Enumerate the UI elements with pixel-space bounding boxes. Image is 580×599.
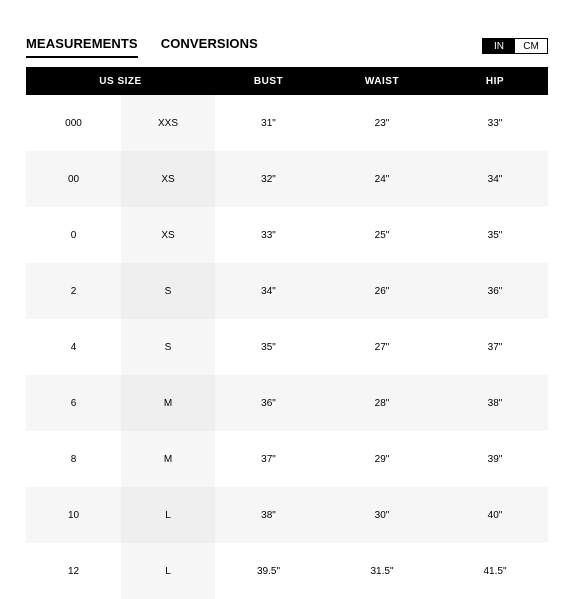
tab-measurements[interactable]: MEASUREMENTS [26, 36, 138, 58]
cell-letter-size: M [121, 375, 215, 431]
cell-letter-size: XS [121, 207, 215, 263]
cell-bust: 35" [261, 341, 276, 353]
cell-hip: 39" [487, 453, 503, 465]
cell-letter-size: M [121, 431, 215, 487]
size-chart-table [26, 67, 548, 599]
cell-hip: 40" [487, 509, 503, 521]
cell-letter-size: XXS [121, 95, 215, 151]
cell-us-size: 12 [67, 565, 80, 577]
cell-waist: 29" [374, 453, 390, 465]
cell-bust: 39.5" [256, 565, 280, 577]
cell-bust: 31" [261, 117, 276, 129]
table-row [26, 151, 548, 207]
cell-hip: 38" [487, 397, 503, 409]
table-row [26, 95, 548, 151]
cell-us-size: 000 [65, 117, 82, 129]
cell-letter-size: S [121, 263, 215, 319]
cell-us-size: 00 [67, 173, 80, 185]
table-row [26, 207, 548, 263]
header-hip: HIP [485, 75, 505, 87]
cell-hip: 33" [487, 117, 503, 129]
table-header [26, 67, 548, 95]
cell-letter-size: S [121, 319, 215, 375]
cell-us-size: 4 [70, 341, 77, 353]
cell-bust: 34" [261, 285, 276, 297]
cell-waist: 30" [374, 509, 390, 521]
cell-us-size: 8 [70, 453, 77, 465]
unit-centimeters-button[interactable]: CM [523, 40, 539, 52]
cell-us-size: 6 [70, 397, 77, 409]
cell-bust: 38" [261, 509, 276, 521]
table-body [26, 95, 548, 599]
cell-hip: 37" [487, 341, 503, 353]
cell-bust: 36" [261, 397, 276, 409]
cell-bust: 32" [261, 173, 276, 185]
unit-inches-button[interactable]: IN [483, 39, 515, 53]
cell-waist: 23" [374, 117, 390, 129]
cell-hip: 36" [487, 285, 503, 297]
table-row [26, 487, 548, 543]
cell-us-size: 2 [70, 285, 77, 297]
cell-letter-size: XS [121, 151, 215, 207]
tab-bar [26, 36, 258, 58]
header-us-size: US SIZE [99, 75, 142, 87]
cell-us-size: 0 [70, 229, 77, 241]
cell-hip: 34" [487, 173, 503, 185]
cell-hip: 41.5" [483, 565, 507, 577]
cell-waist: 24" [374, 173, 390, 185]
header-waist: WAIST [364, 75, 400, 87]
cell-waist: 25" [374, 229, 390, 241]
table-row [26, 543, 548, 599]
cell-letter-size: L [121, 543, 215, 599]
unit-toggle [482, 38, 548, 54]
cell-waist: 31.5" [370, 565, 394, 577]
header-bust: BUST [253, 75, 284, 87]
cell-bust: 37" [261, 453, 276, 465]
cell-bust: 33" [261, 229, 276, 241]
cell-waist: 28" [374, 397, 390, 409]
table-row [26, 263, 548, 319]
cell-waist: 26" [374, 285, 390, 297]
cell-hip: 35" [487, 229, 503, 241]
cell-us-size: 10 [67, 509, 80, 521]
tab-conversions[interactable]: CONVERSIONS [160, 36, 258, 51]
cell-letter-size: L [121, 487, 215, 543]
cell-waist: 27" [374, 341, 390, 353]
table-row [26, 319, 548, 375]
table-row [26, 375, 548, 431]
table-row [26, 431, 548, 487]
